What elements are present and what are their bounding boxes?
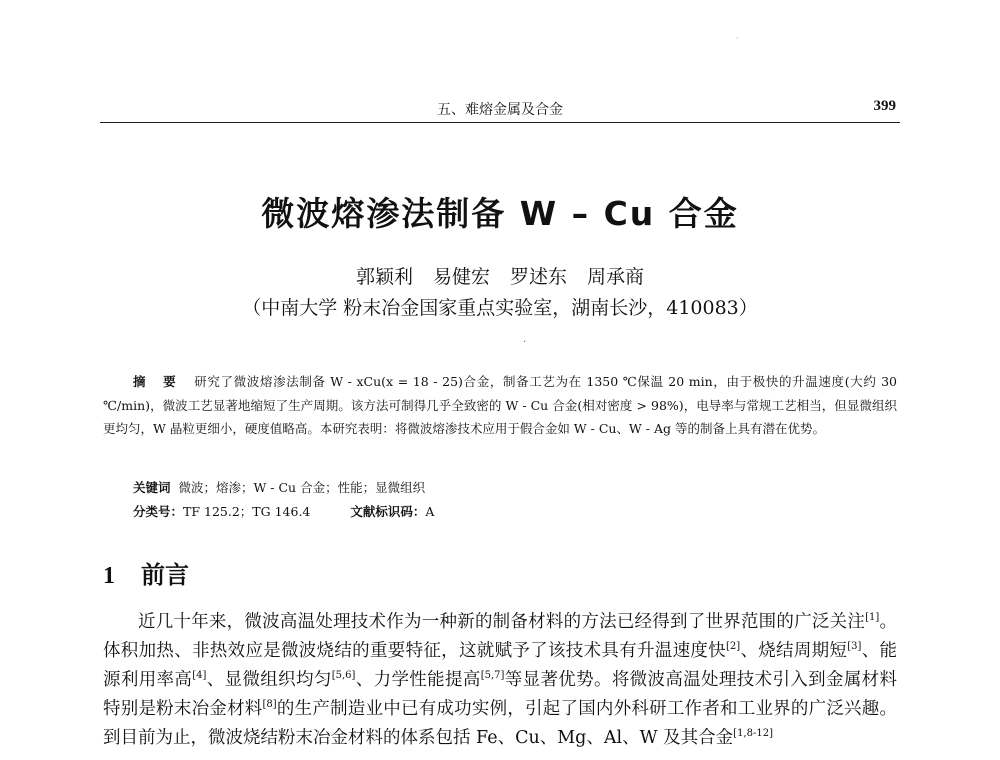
body-text: 的生产制造业中已有成功实例，引起了国内外科研工作者和工业界的广泛兴趣。到目前为止，微波烧结粉末冶金材料的体系包括 Fe、Cu、Mg、Al、W 及其合金 xyxy=(103,699,898,748)
citation-ref: [5,6] xyxy=(331,670,356,681)
body-text: 近几十年来，微波高温处理技术作为一种新的制备材料的方法已经得到了世界范围的广泛关注 xyxy=(138,612,866,632)
body-text: 、烧结周期短 xyxy=(740,641,848,661)
scan-dot: · xyxy=(523,337,527,348)
scan-speck: · xyxy=(736,34,739,43)
abstract-text: 研究了微波熔渗法制备 W - xCu(x = 18 - 25)合金，制备工艺为在 1350 ℃保温 20 min，由于极快的升温速度(大约 30 ℃/min)，微波工艺显著地缩短了生产周期。该方法可制得几乎全致密的 W - Cu 合金(相对密度 > 98%)，电导率与常规工艺相当，但显微组织更均匀，W 晶粒更细小，硬度值略高。本研究表明：将微波熔渗技术应用于假合金如 W - Cu、W - Ag 等的制备上具有潜在优势。 xyxy=(103,374,897,436)
doc-code-value: A xyxy=(425,504,435,519)
body-paragraph xyxy=(103,608,897,753)
header-section-title: 五、难熔金属及合金 xyxy=(437,102,563,118)
classification-label: 分类号： xyxy=(133,504,184,519)
abstract-label: 摘 要 xyxy=(133,374,183,389)
body-text: 、显微组织均匀 xyxy=(206,670,332,690)
classification-line xyxy=(133,502,434,520)
citation-ref: [5,7] xyxy=(480,670,505,681)
keywords-label: 关键词 xyxy=(133,480,171,495)
abstract xyxy=(103,370,897,441)
citation-ref: [8] xyxy=(262,699,277,710)
citation-ref: [3] xyxy=(847,641,862,652)
doc-code-label: 文献标识码： xyxy=(350,504,426,519)
citation-ref: [2] xyxy=(725,641,741,652)
keywords xyxy=(133,478,425,496)
author-list: 郭颖利 易健宏 罗述东 周承商 xyxy=(355,266,645,288)
page-number: 399 xyxy=(873,98,896,114)
classification-value: TF 125.2；TG 146.4 xyxy=(183,504,311,519)
body-text: 、能源利用率高 xyxy=(103,641,898,690)
section-title: 前言 xyxy=(141,561,189,589)
body-text: 。体积加热、非热效应是微波烧结的重要特征，这就赋予了该技术具有升温速度快 xyxy=(103,612,897,661)
body-text: 、力学性能提高 xyxy=(355,670,481,690)
citation-ref: [1] xyxy=(865,612,880,623)
section-number: 1 xyxy=(103,563,115,589)
paper-title: 微波熔渗法制备 W – Cu 合金 xyxy=(261,194,739,233)
citation-ref: [1,8-12] xyxy=(733,728,773,739)
keywords-text: 微波；熔渗；W - Cu 合金；性能；显微组织 xyxy=(178,480,426,495)
section-heading xyxy=(103,555,189,590)
body-text: 等显著优势。将微波高温处理技术引入到金属材料特别是粉末冶金材料 xyxy=(103,670,898,719)
running-header xyxy=(100,96,900,123)
citation-ref: [4] xyxy=(192,670,207,681)
author-affiliation: （中南大学 粉末冶金国家重点实验室，湖南长沙，410083） xyxy=(242,297,758,319)
